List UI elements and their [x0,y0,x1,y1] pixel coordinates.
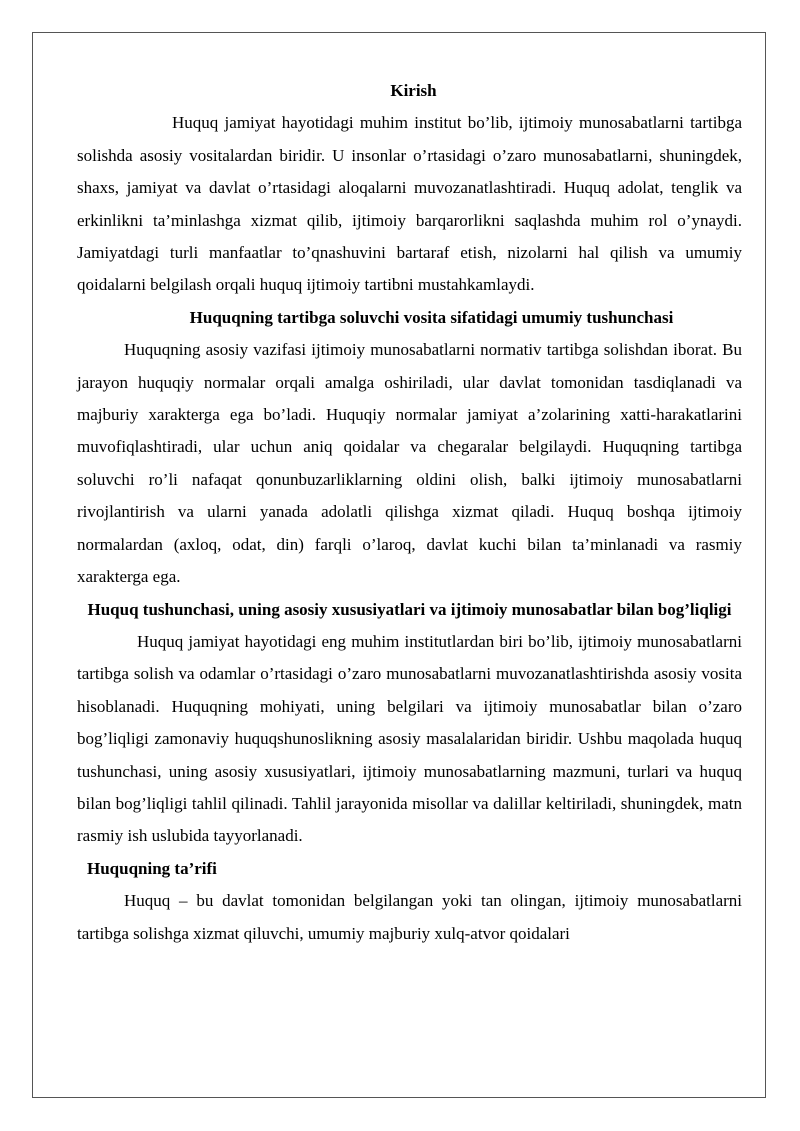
section-paragraph-definition: Huquq – bu davlat tomonidan belgilangan yoki tan olingan, ijtimoiy munosabatlarni tartibga solishga xizmat qiluvchi, umumiy majburiy xulq-atvor qoidalari [77,891,742,943]
section-heading-definition: Huquqning ta’rifi [87,858,217,878]
section-heading-concept: Huquq tushunchasi, uning asosiy xususiyatlari va ijtimoiy munosabatlar bilan bog’liqligi [87,599,732,619]
section-paragraph-regulation: Huquqning asosiy vazifasi ijtimoiy munosabatlarni normativ tartibga solishdan iborat. Bu jarayon huquqiy normalar orqali amalga oshiriladi, ular davlat tomonidan tasdiqlanadi va majburiy xarakterga ega bo’ladi. Huquqiy normalar jamiyat a’zolarining xatti-harakatlarini muvofiqlashtiradi, ular uchun aniq qoidalar va chegaralar belgilaydi. Huquqning tartibga soluvchi ro’li nafaqat qonunbuzarliklarning oldini olish, balki ijtimoiy munosabatlarni rivojlantirish va ularni yanada adolatli qilishga xizmat qiladi. Huquq boshqa ijtimoiy normalardan (axloq, odat, din) farqli o’laroq, davlat kuchi bilan ta’minlanadi va rasmiy xarakterga ega. [77,340,742,587]
intro-heading: Kirish [390,81,437,100]
intro-paragraph: Huquq jamiyat hayotidagi muhim institut bo’lib, ijtimoiy munosabatlarni tartibga solishda asosiy vositalardan biridir. U insonlar o’rtasidagi o’zaro munosabatlarni, shuningdek, shaxs, jamiyat va davlat o’rtasidagi aloqalarni muvozanatlashtiradi. Huquq adolat, tenglik va erkinlikni ta’minlashga xizmat qilib, ijtimoiy barqarorlikni saqlashda muhim rol o’ynaydi. Jamiyatdagi turli manfaatlar to’qnashuvini bartaraf etish, nizolarni hal qilish va umumiy qoidalarni belgilash orqali huquq ijtimoiy tartibni mustahkamlaydi. [77,113,742,295]
section-heading-regulation: Huquqning tartibga soluvchi vosita sifatidagi umumiy tushunchasi [189,307,674,327]
section-paragraph-concept: Huquq jamiyat hayotidagi eng muhim institutlardan biri bo’lib, ijtimoiy munosabatlarni tartibga solish va odamlar o’rtasidagi o’zaro munosabatlarni muvozanatlashtirishda asosiy vosita hisoblanadi. Huquqning mohiyati, uning belgilari va ijtimoiy munosabatlar bilan o’zaro bog’liqligi zamonaviy huquqshunoslikning asosiy masalalaridan biridir. Ushbu maqolada huquq tushunchasi, uning asosiy xususiyatlari, ijtimoiy munosabatlarning mazmuni, turlari va huquq bilan bog’liqligi tahlil qilinadi. Tahlil jarayonida misollar va dalillar keltiriladi, shuningdek, matn rasmiy ish uslubida tayyorlanadi. [77,631,742,846]
document-body [77,75,742,950]
